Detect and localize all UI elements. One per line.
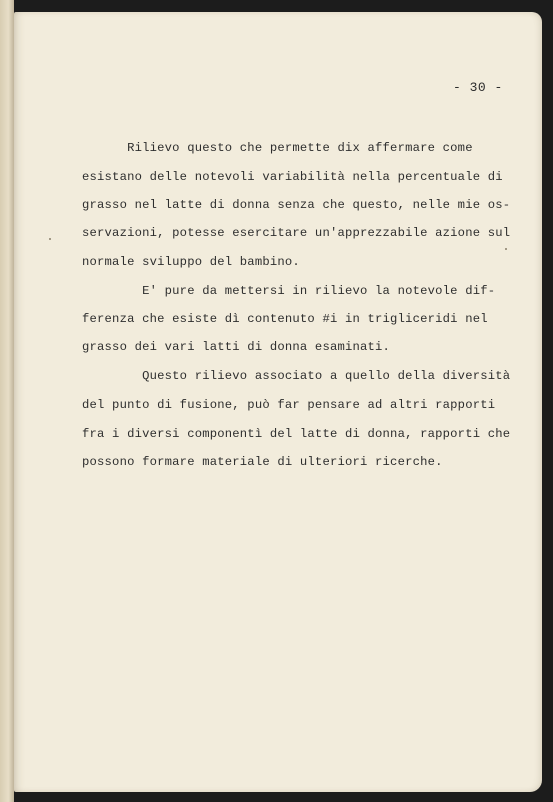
text-line: Questo rilievo associato a quello della diversità xyxy=(82,369,511,383)
text-line: del punto di fusione, può far pensare ad altri rapporti xyxy=(82,398,496,412)
text-line: esistano delle notevoli variabilità nella percentuale di xyxy=(82,170,503,184)
previous-page-edge xyxy=(0,0,14,802)
text-line: Rilievo questo che permette dix affermare come xyxy=(82,141,473,155)
text-line: servazioni, potesse esercitare un'apprezzabile azione sul xyxy=(82,226,511,240)
text-line: normale sviluppo del bambino. xyxy=(82,255,300,269)
text-line: E' pure da mettersi in rilievo la notevole dif- xyxy=(82,284,496,298)
text-line: grasso dei vari latti di donna esaminati. xyxy=(82,340,391,354)
text-line: ferenza che esiste dì contenuto #i in trigliceridi nel xyxy=(82,312,488,326)
paper-speck xyxy=(49,238,51,240)
text-line: grasso nel latte di donna senza che questo, nelle mie os- xyxy=(82,198,511,212)
text-line: possono formare materiale di ulteriori ricerche. xyxy=(82,455,443,469)
text-line: fra i diversi componentì del latte di donna, rapporti che xyxy=(82,427,511,441)
paper-speck xyxy=(505,248,507,250)
page-number: - 30 - xyxy=(453,80,503,95)
